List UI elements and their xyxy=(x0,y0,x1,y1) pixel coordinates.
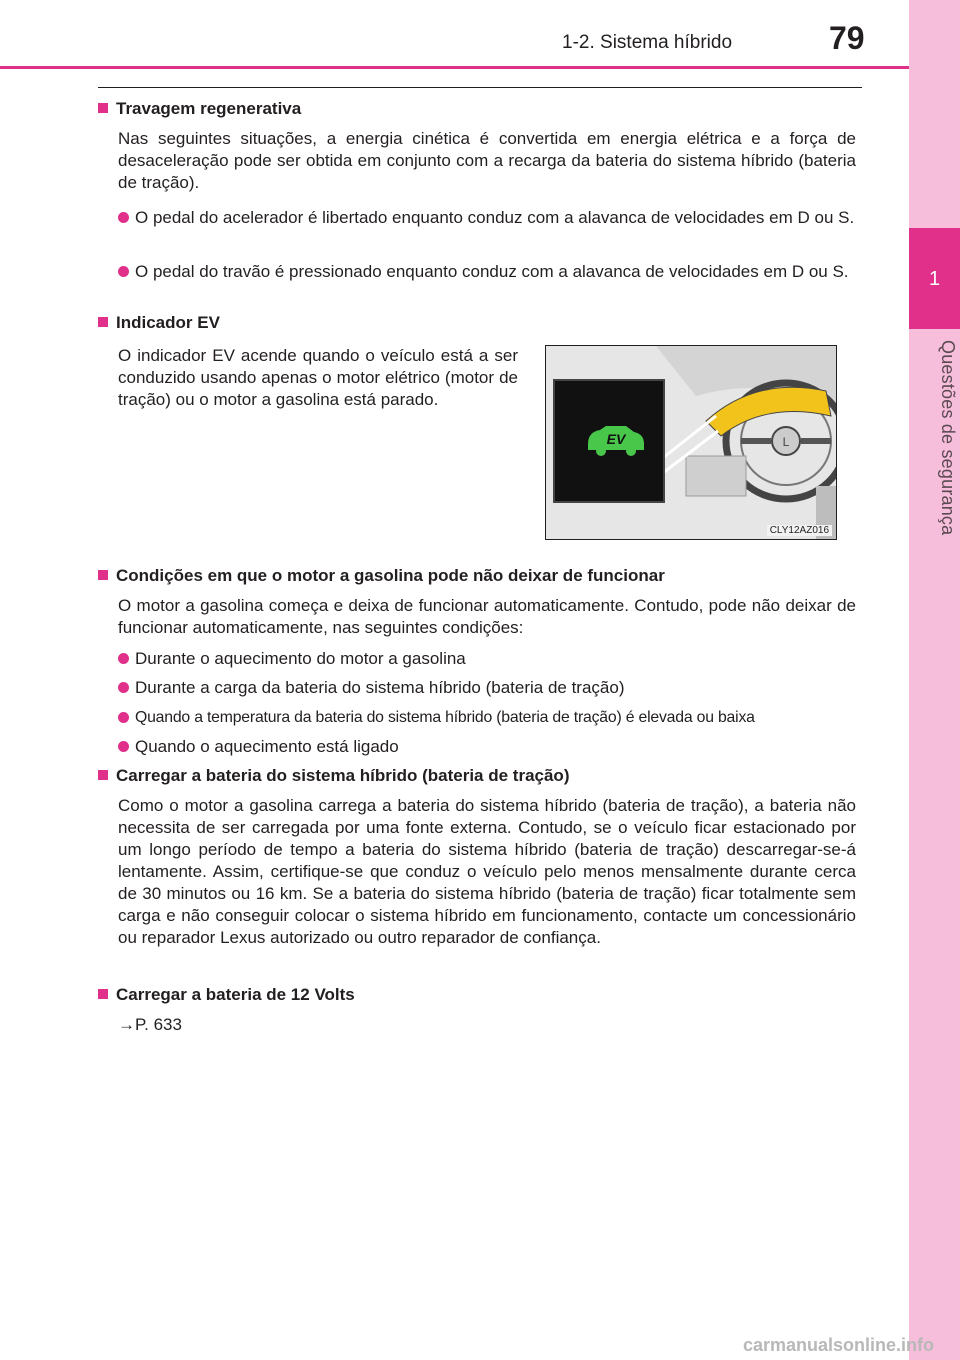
header-rule xyxy=(0,66,909,69)
bullet-icon xyxy=(118,266,129,277)
bullet-icon xyxy=(118,682,129,693)
section-title: 1-2. Sistema híbrido xyxy=(562,32,733,53)
ev-indicator-illustration xyxy=(545,345,837,540)
bullet-icon xyxy=(118,653,129,664)
section-square-icon xyxy=(98,317,108,327)
content-top-rule xyxy=(98,87,862,88)
list-item: Durante o aquecimento do motor a gasolina xyxy=(118,648,858,670)
chapter-title: Questões de segurança xyxy=(938,340,958,536)
list-item: O pedal do acelerador é libertado enquanto conduz com a alavanca de velocidades em D ou S. xyxy=(118,207,858,229)
bullet-icon xyxy=(118,712,129,723)
heading-regenerative-braking: Travagem regenerativa xyxy=(98,98,301,120)
svg-text:L: L xyxy=(782,435,790,449)
section-square-icon xyxy=(98,770,108,780)
chapter-number: 1 xyxy=(928,268,941,290)
dashboard-illustration xyxy=(546,346,836,539)
list-item: Quando a temperatura da bateria do sistema híbrido (bateria de tração) é elevada ou baixa xyxy=(118,707,858,729)
list-item: O pedal do travão é pressionado enquanto conduz com a alavanca de velocidades em D ou S. xyxy=(118,261,858,283)
chapter-side-tab xyxy=(909,0,960,1360)
heading-charge-hybrid-battery: Carregar a bateria do sistema híbrido (bateria de tração) xyxy=(98,765,569,787)
list-item: Durante a carga da bateria do sistema híbrido (bateria de tração) xyxy=(118,677,858,699)
section-square-icon xyxy=(98,570,108,580)
figure-code: CLY12AZ016 xyxy=(767,525,832,536)
bullet-icon xyxy=(118,741,129,752)
bullet-icon xyxy=(118,212,129,223)
section-square-icon xyxy=(98,989,108,999)
list-item: Quando o aquecimento está ligado xyxy=(118,736,858,758)
charge-hybrid-text: Como o motor a gasolina carrega a bateria do sistema híbrido (bateria de tração), a bateria não necessita de ser carregada por uma fonte externa. Contudo, se o veículo ficar estacionado por um longo período de tempo a bateria do sistema híbrido (bateria de tração) descarregar-se-á lentamente. Assim, certifique-se que conduz o veículo pelo menos mensalmente durante cerca de 30 minutos ou 16 km. Se a bateria do sistema híbrido (bateria de tração) ficar totalmente sem carga e não conseguir colocar o sistema híbrido em funcionamento, contacte um concessionário ou reparador Lexus autorizado ou outro reparador de confiança. xyxy=(118,796,856,947)
heading-ev-indicator: Indicador EV xyxy=(98,312,220,334)
section-square-icon xyxy=(98,103,108,113)
heading-charge-12v-battery: Carregar a bateria de 12 Volts xyxy=(98,984,355,1006)
page-reference-link[interactable]: →P. 633 xyxy=(118,1015,182,1034)
heading-engine-conditions: Condições em que o motor a gasolina pode não deixar de funcionar xyxy=(98,565,665,587)
ev-indicator-label: EV xyxy=(606,431,626,447)
regen-intro: Nas seguintes situações, a energia cinética é convertida em energia elétrica e a força de desaceleração pode ser obtida em conjunto com a recarga da bateria do sistema híbrido (bateria de tração). xyxy=(118,129,856,192)
page-number: 79 xyxy=(829,20,865,56)
ev-indicator-text: O indicador EV acende quando o veículo está a ser conduzido usando apenas o motor elétrico (motor de tração) ou o motor a gasolina está parado. xyxy=(118,346,518,409)
watermark: carmanualsonline.info xyxy=(743,1335,935,1355)
conditions-intro: O motor a gasolina começa e deixa de funcionar automaticamente. Contudo, pode não deixar de funcionar automaticamente, nas seguintes condições: xyxy=(118,596,856,637)
